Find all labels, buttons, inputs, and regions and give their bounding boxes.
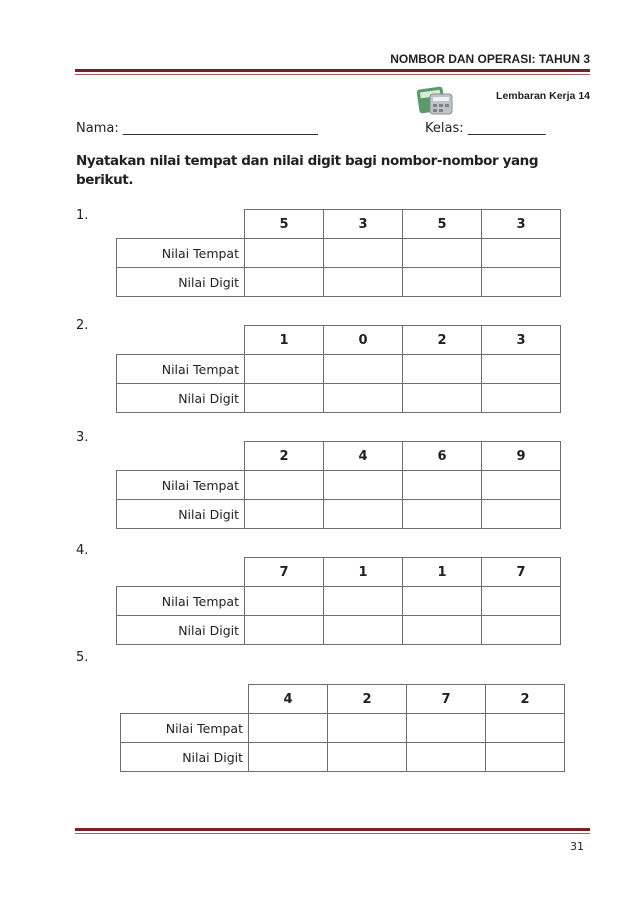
answer-cell[interactable] xyxy=(324,471,403,500)
answer-cell[interactable] xyxy=(482,355,561,384)
place-value-label: Nilai Tempat xyxy=(117,355,245,384)
calculator-icon xyxy=(412,84,456,116)
answer-cell[interactable] xyxy=(486,714,565,743)
instruction: Nyatakan nilai tempat dan nilai digit bagi nombor-nombor yang berikut. xyxy=(76,153,539,188)
digit-cell: 7 xyxy=(407,685,486,714)
digit-cell: 3 xyxy=(324,210,403,239)
table-corner xyxy=(117,558,245,587)
answer-cell[interactable] xyxy=(403,471,482,500)
place-value-label: Nilai Tempat xyxy=(117,239,245,268)
digit-cell: 5 xyxy=(245,210,324,239)
answer-cell[interactable] xyxy=(245,355,324,384)
answer-cell[interactable] xyxy=(486,743,565,772)
answer-cell[interactable] xyxy=(324,239,403,268)
digit-cell: 4 xyxy=(249,685,328,714)
worksheet-label: Lembaran Kerja 14 xyxy=(496,90,590,102)
answer-cell[interactable] xyxy=(482,268,561,297)
answer-cell[interactable] xyxy=(407,714,486,743)
answer-cell[interactable] xyxy=(403,239,482,268)
answer-cell[interactable] xyxy=(403,587,482,616)
answer-cell[interactable] xyxy=(403,384,482,413)
answer-cell[interactable] xyxy=(403,500,482,529)
digit-cell: 2 xyxy=(328,685,407,714)
table-corner xyxy=(117,442,245,471)
answer-cell[interactable] xyxy=(249,743,328,772)
answer-cell[interactable] xyxy=(482,471,561,500)
digit-cell: 3 xyxy=(482,210,561,239)
digit-cell: 2 xyxy=(245,442,324,471)
answer-cell[interactable] xyxy=(328,714,407,743)
page-number: 31 xyxy=(570,840,584,853)
place-value-label: Nilai Tempat xyxy=(117,471,245,500)
footer-rule-thin xyxy=(75,833,590,834)
place-value-table xyxy=(116,325,561,413)
digit-value-label: Nilai Digit xyxy=(117,616,245,645)
place-value-table xyxy=(120,684,565,772)
place-value-table xyxy=(116,441,561,529)
answer-cell[interactable] xyxy=(482,616,561,645)
answer-cell[interactable] xyxy=(324,587,403,616)
answer-cell[interactable] xyxy=(482,239,561,268)
digit-cell: 5 xyxy=(403,210,482,239)
answer-cell[interactable] xyxy=(245,384,324,413)
place-value-table xyxy=(116,557,561,645)
answer-cell[interactable] xyxy=(324,616,403,645)
answer-cell[interactable] xyxy=(324,384,403,413)
place-value-label: Nilai Tempat xyxy=(117,587,245,616)
digit-value-label: Nilai Digit xyxy=(117,268,245,297)
answer-cell[interactable] xyxy=(403,268,482,297)
answer-cell[interactable] xyxy=(403,616,482,645)
answer-cell[interactable] xyxy=(324,268,403,297)
digit-cell: 6 xyxy=(403,442,482,471)
digit-cell: 4 xyxy=(324,442,403,471)
answer-cell[interactable] xyxy=(482,587,561,616)
answer-cell[interactable] xyxy=(403,355,482,384)
answer-cell[interactable] xyxy=(482,384,561,413)
header-rule-thin xyxy=(75,74,590,75)
question-number: 4. xyxy=(76,543,89,558)
digit-cell: 9 xyxy=(482,442,561,471)
digit-cell: 0 xyxy=(324,326,403,355)
question-number: 5. xyxy=(76,650,89,665)
question-number: 1. xyxy=(76,208,89,223)
table-corner xyxy=(117,210,245,239)
digit-cell: 7 xyxy=(245,558,324,587)
answer-cell[interactable] xyxy=(328,743,407,772)
header-rule xyxy=(75,69,590,72)
answer-cell[interactable] xyxy=(245,587,324,616)
digit-cell: 1 xyxy=(324,558,403,587)
digit-value-label: Nilai Digit xyxy=(117,500,245,529)
digit-cell: 3 xyxy=(482,326,561,355)
answer-cell[interactable] xyxy=(245,471,324,500)
answer-cell[interactable] xyxy=(245,239,324,268)
digit-value-label: Nilai Digit xyxy=(117,384,245,413)
name-field[interactable]: Nama: ______________________________ xyxy=(76,121,318,136)
digit-cell: 2 xyxy=(486,685,565,714)
digit-value-label: Nilai Digit xyxy=(121,743,249,772)
footer-rule xyxy=(75,828,590,831)
answer-cell[interactable] xyxy=(245,500,324,529)
answer-cell[interactable] xyxy=(324,355,403,384)
answer-cell[interactable] xyxy=(245,616,324,645)
answer-cell[interactable] xyxy=(249,714,328,743)
answer-cell[interactable] xyxy=(482,500,561,529)
answer-cell[interactable] xyxy=(407,743,486,772)
question-number: 2. xyxy=(76,318,89,333)
answer-cell[interactable] xyxy=(245,268,324,297)
answer-cell[interactable] xyxy=(324,500,403,529)
table-corner xyxy=(117,326,245,355)
place-value-label: Nilai Tempat xyxy=(121,714,249,743)
table-corner xyxy=(121,685,249,714)
class-field[interactable]: Kelas: ____________ xyxy=(425,121,546,136)
header-title: NOMBOR DAN OPERASI: TAHUN 3 xyxy=(390,52,590,66)
digit-cell: 7 xyxy=(482,558,561,587)
digit-cell: 1 xyxy=(403,558,482,587)
place-value-table xyxy=(116,209,561,297)
digit-cell: 1 xyxy=(245,326,324,355)
question-number: 3. xyxy=(76,430,89,445)
digit-cell: 2 xyxy=(403,326,482,355)
